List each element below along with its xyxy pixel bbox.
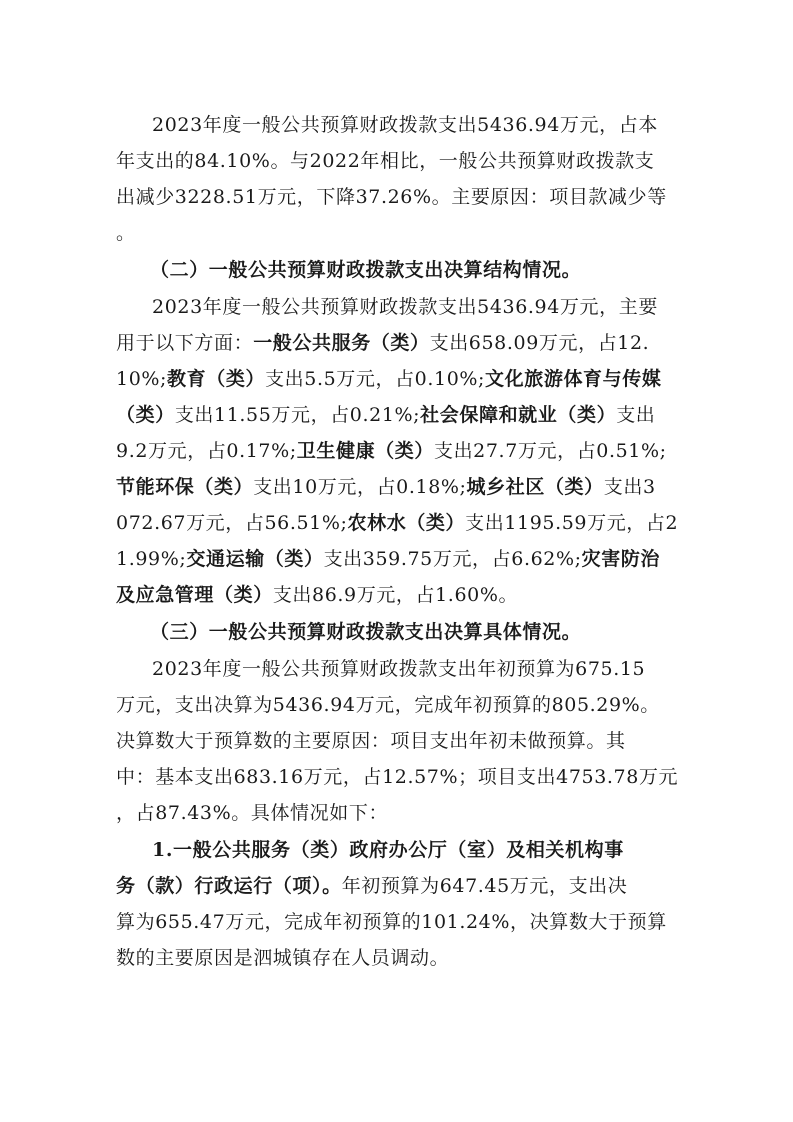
para2-line [116, 433, 686, 469]
category-name: 交通运输（类） [186, 548, 324, 570]
para3-line: 2023年度一般公共预算财政拨款支出年初预算为675.15 [152, 658, 646, 680]
category-name: （类） [116, 404, 175, 426]
text-run: 支出359.75万元，占6.62%; [323, 548, 582, 570]
text-run: 支出11.55万元，占0.21%; [174, 404, 421, 426]
para2-line [116, 397, 686, 433]
category-name: 灾害防治 [581, 548, 661, 570]
category-name: 教育（类） [167, 368, 266, 390]
text-run: 1.99%; [116, 548, 187, 570]
text-run: 支出5.5万元，占0.10%; [265, 368, 486, 390]
para1-line: 2023年度一般公共预算财政拨款支出5436.94万元，占本 [152, 114, 658, 136]
para2-line [116, 505, 686, 541]
category-name: 及应急管理（类） [116, 584, 273, 606]
text-run: 支出27.7万元，占0.51%; [433, 440, 667, 462]
text-run: 072.67万元，占56.51%; [116, 512, 348, 534]
category-name: 文化旅游体育与传媒 [485, 368, 662, 390]
para1-line: 年支出的84.10%。与2022年相比，一般公共预算财政拨款支 [116, 150, 655, 172]
category-name: 城乡社区（类） [466, 476, 604, 498]
text-run: 10%; [116, 368, 168, 390]
category-name: 社会保障和就业（类） [420, 404, 617, 426]
para3-line: 决算数大于预算数的主要原因：项目支出年初未做预算。其 [116, 730, 626, 752]
category-name: 卫生健康（类） [296, 440, 434, 462]
para2-line [116, 577, 686, 613]
text-run: 支出10万元，占0.18%; [253, 476, 467, 498]
item1-line: 算为655.47万元，完成年初预算的101.24%，决算数大于预算 [116, 911, 667, 933]
para2-line [116, 469, 686, 505]
section-heading-2: （二）一般公共预算财政拨款支出决算结构情况。 [150, 259, 582, 281]
para3-line: 中：基本支出683.16万元，占12.57%；项目支出4753.78万元 [116, 766, 679, 788]
text-run: 支出 [616, 404, 656, 426]
para3-line: 万元，支出决算为5436.94万元，完成年初预算的805.29%。 [116, 694, 660, 716]
category-name: 一般公共服务（类） [253, 332, 430, 354]
para2-line [116, 361, 686, 397]
text-run: 支出86.9万元，占1.60%。 [272, 584, 519, 606]
text-run: 支出3 [603, 476, 656, 498]
section-heading-3: （三）一般公共预算财政拨款支出决算具体情况。 [150, 621, 582, 643]
item1-line: 数的主要原因是泗城镇存在人员调动。 [116, 947, 450, 969]
text-run: 支出658.09万元，占12. [429, 332, 650, 354]
category-name: 农林水（类） [347, 512, 466, 534]
para2-line [116, 325, 686, 361]
text-run: 9.2万元，占0.17%; [116, 440, 297, 462]
para1-line: 出减少3228.51万元，下降37.26%。主要原因：项目款减少等 [116, 186, 667, 208]
category-name: 节能环保（类） [116, 476, 254, 498]
para2-line: 2023年度一般公共预算财政拨款支出5436.94万元，主要 [152, 296, 658, 318]
text-run: 年初预算为647.45万元，支出决 [341, 875, 628, 897]
item1-line [116, 868, 686, 904]
para3-line: ，占87.43%。具体情况如下： [116, 802, 389, 824]
text-run: 支出1195.59万元，占2 [465, 512, 679, 534]
text-run: 用于以下方面： [116, 332, 254, 354]
item1-line: 1.一般公共服务（类）政府办公厅（室）及相关机构事 [152, 839, 624, 861]
para1-line: 。 [116, 222, 136, 244]
para2-line [116, 541, 686, 577]
item-title: 务（款）行政运行（项）。 [116, 875, 342, 897]
